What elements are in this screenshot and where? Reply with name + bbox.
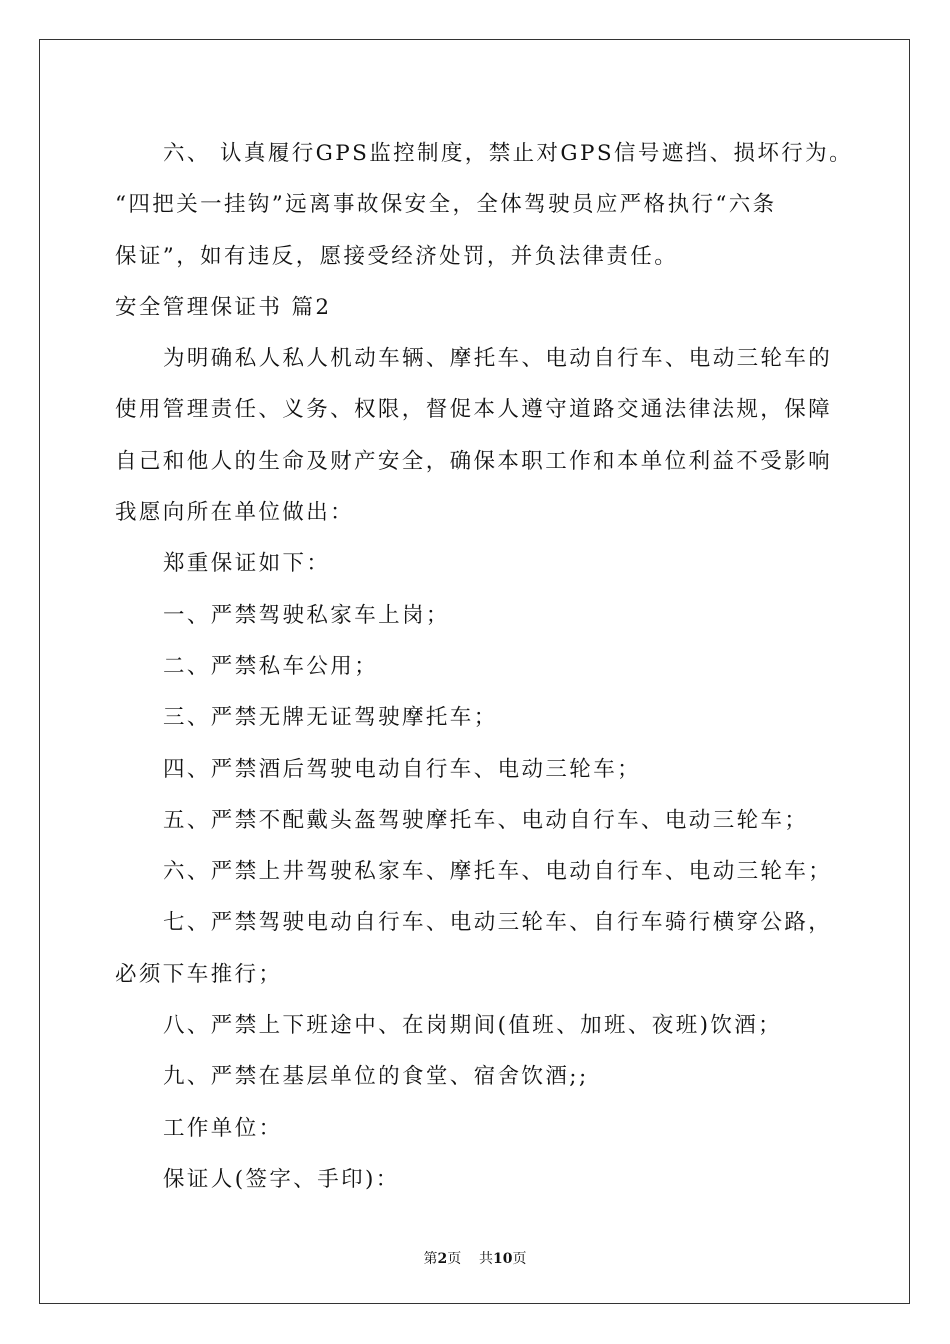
footer-page-prefix: 第 (423, 1251, 438, 1267)
text-line: 保证人(签字、手印)： (163, 1166, 400, 1192)
text-line: 四、严禁酒后驾驶电动自行车、电动三轮车； (163, 756, 642, 782)
text-line: 自己和他人的生命及财产安全，确保本职工作和本单位利益不受影响 (115, 448, 833, 474)
text-line: 工作单位： (163, 1115, 283, 1141)
text-line: 安全管理保证书 篇2 (115, 294, 332, 320)
footer-page-current: 2 (437, 1251, 448, 1267)
footer-page-suffix: 页 (447, 1251, 462, 1267)
text-line: 八、严禁上下班途中、在岗期间(值班、加班、夜班)饮酒； (163, 1013, 783, 1039)
text-line: 五、严禁不配戴头盔驾驶摩托车、电动自行车、电动三轮车； (163, 807, 809, 833)
text-line: 保证”，如有违反，愿接受经济处罚，并负法律责任。 (115, 243, 679, 269)
text-line: 一、严禁驾驶私家车上岗； (163, 602, 450, 628)
text-line: 郑重保证如下： (163, 551, 331, 577)
footer-total-prefix: 共 (479, 1251, 494, 1267)
text-line: 必须下车推行； (115, 961, 283, 987)
text-line: 三、严禁无牌无证驾驶摩托车； (163, 705, 498, 731)
document-body (115, 128, 853, 1205)
text-line: 九、严禁在基层单位的食堂、宿舍饮酒;; (163, 1064, 589, 1090)
text-line: 六、 认真履行GPS监控制度，禁止对GPS信号遮挡、损坏行为。 (163, 141, 853, 166)
footer-total-suffix: 页 (512, 1251, 527, 1267)
text-line: “四把关一挂钩”远离事故保安全，全体驾驶员应严格执行“六条 (115, 192, 777, 218)
text-line: 为明确私人私人机动车辆、摩托车、电动自行车、电动三轮车的 (163, 346, 833, 372)
text-line: 使用管理责任、义务、权限，督促本人遵守道路交通法律法规，保障 (115, 397, 833, 423)
text-line: 六、严禁上井驾驶私家车、摩托车、电动自行车、电动三轮车； (163, 859, 833, 885)
text-line: 我愿向所在单位做出： (115, 500, 355, 526)
page-footer (0, 1248, 950, 1268)
footer-page-total: 10 (493, 1251, 513, 1267)
text-line: 二、严禁私车公用； (163, 653, 379, 679)
text-line: 七、严禁驾驶电动自行车、电动三轮车、自行车骑行横穿公路， (163, 910, 833, 936)
